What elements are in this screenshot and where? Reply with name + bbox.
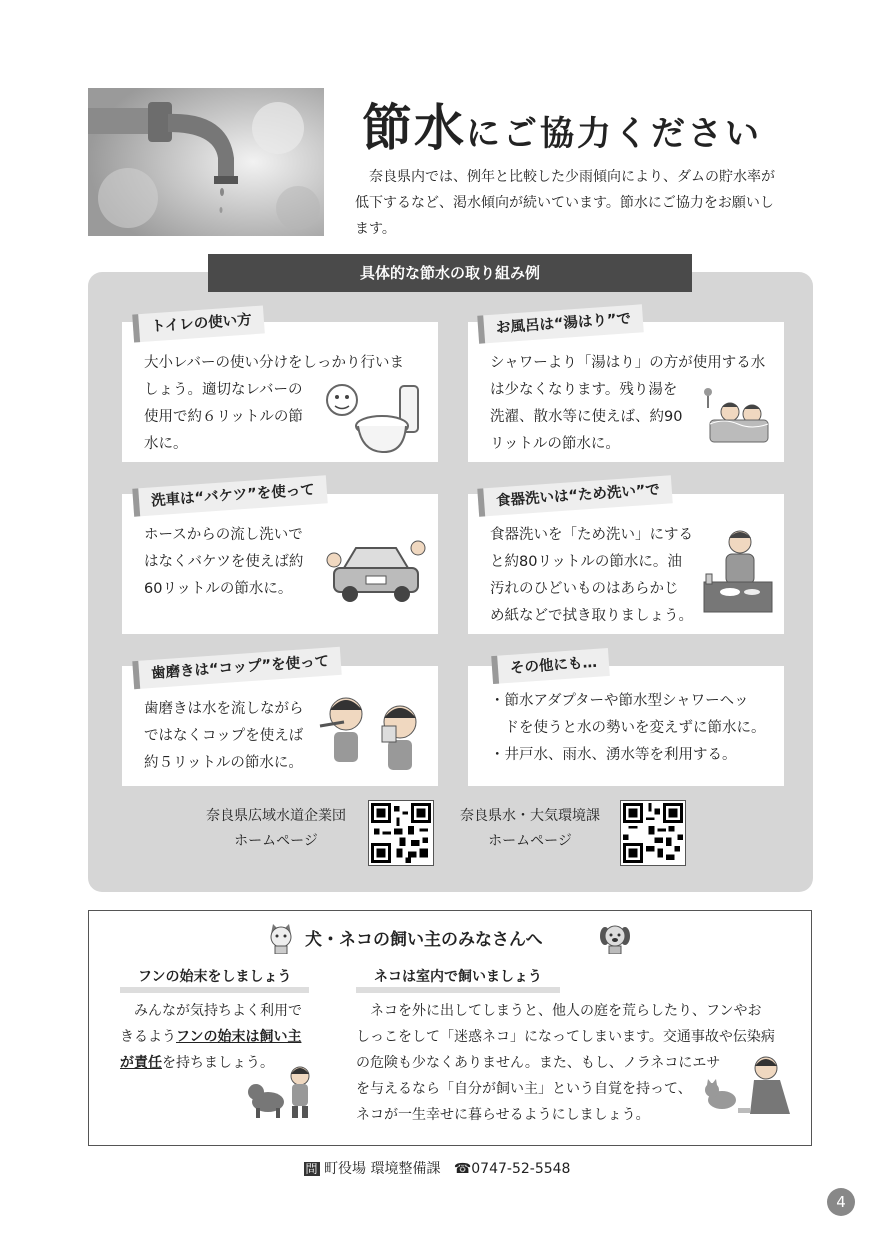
qr-code-water-corp[interactable] (368, 800, 434, 866)
toothbrush-illustration (318, 692, 426, 774)
tag-toilet: トイレの使い方 (132, 305, 264, 342)
qr-label-water-corp: 奈良県広域水道企業団 ホームページ (206, 808, 346, 849)
car-wash-illustration (322, 534, 426, 610)
tip-card-car (122, 494, 438, 634)
card-line: 60リットルの節水に。 (144, 581, 293, 597)
page-title (362, 88, 762, 160)
cat-indoor-heading: ネコは室内で飼いましょう (356, 966, 560, 993)
tag-others: その他にも… (491, 648, 610, 684)
card-line: 歯磨きは水を流しながら (144, 701, 304, 717)
intro-text: 奈良県内では、例年と比較した少雨傾向により、ダムの貯水率が低下するなど、渇水傾向が続いています。節水にご協力をお願いします。 (355, 169, 775, 237)
cat-indoor-text: ネコを外に出してしまうと、他人の庭を荒らしたり、フンやお しっこをして「迷惑ネコ」になってしまいます。交通事故や伝染病 の危険も少なくありません。また、もし、ノラネコにエサ を与えるなら「自分が飼い主」という自覚を持って、 ネコが一生幸せに暮らせるようにしましょう。 (356, 1003, 775, 1123)
card-line: は少なくなります。残り湯を (490, 382, 678, 398)
card-line: ではなくコップを使えば (144, 728, 304, 744)
contact-phone: 0747-52-5548 (471, 1161, 571, 1177)
card-line: 食器洗いを「ため洗い」にする (490, 527, 693, 543)
tip-card-others (468, 666, 784, 786)
card-line: め紙などで拭き取りましょう。 (490, 608, 693, 624)
bath-illustration (700, 388, 772, 450)
tip-card-dishes (468, 494, 784, 634)
card-line: と約80リットルの節水に。油 (490, 554, 682, 570)
tag-toothbrush: 歯磨きは“コップ”を使って (132, 647, 342, 689)
cat-feeding-illustration (704, 1054, 796, 1130)
contact-dept: 町役場 環境整備課 (324, 1161, 441, 1177)
dog-icon (600, 922, 630, 958)
card-line: 水に。 (144, 436, 188, 452)
phone-icon: ☎ (453, 1161, 472, 1177)
tip-card-toilet (122, 322, 438, 462)
card-line: 使用で約６リットルの節 (144, 409, 303, 425)
poop-text: みんなが気持ちよく利用で きるようフンの始末は飼い主 が責任を持ちましょう。 (120, 1003, 302, 1071)
card-line: ・節水アダプターや節水型シャワーヘッ (490, 693, 749, 709)
card-line: ドを使うと水の勢いを変えずに節水に。 (490, 720, 766, 736)
card-line: しょう。適切なレバーの (144, 382, 303, 398)
card-line: 約５リットルの節水に。 (144, 755, 303, 771)
card-line: 大小レバーの使い分けをしっかり行いま (144, 355, 404, 371)
title-main: 節水 (362, 99, 466, 157)
tag-car: 洗車は“バケツ”を使って (132, 475, 327, 516)
qr-code-env-dept[interactable] (620, 800, 686, 866)
qr-label-env-dept: 奈良県水・大気環境課 ホームページ (460, 808, 600, 849)
contact-footer (0, 1158, 874, 1178)
title-sub: にご協力ください (466, 114, 762, 154)
card-line: リットルの節水に。 (490, 436, 620, 452)
panel-heading: 具体的な節水の取り組み例 (208, 254, 692, 292)
inquiry-badge: 問 (305, 1162, 318, 1176)
dishwashing-illustration (702, 526, 774, 618)
faucet-photo (88, 88, 324, 236)
card-line: シャワーより「湯はり」の方が使用する水 (490, 355, 766, 371)
pets-title: 犬・ネコの飼い主のみなさんへ (305, 930, 543, 950)
tag-bath: お風呂は“湯はり”で (477, 304, 644, 343)
poop-heading: フンの始末をしましょう (120, 966, 309, 993)
tip-card-bath (468, 322, 784, 462)
toilet-illustration (322, 380, 426, 456)
card-line: 汚れのひどいものはあらかじ (490, 581, 679, 597)
card-line: はなくバケツを使えば約 (144, 554, 304, 570)
card-line: ・井戸水、雨水、湧水等を利用する。 (490, 747, 737, 763)
card-line: 洗濯、散水等に使えば、約90 (490, 409, 683, 425)
dog-walking-illustration (248, 1062, 318, 1120)
cat-icon (268, 922, 294, 958)
card-line: ホースからの流し洗いで (144, 527, 303, 543)
page-number: 4 (827, 1188, 855, 1216)
tag-dishes: 食器洗いは“ため洗い”で (477, 475, 673, 516)
